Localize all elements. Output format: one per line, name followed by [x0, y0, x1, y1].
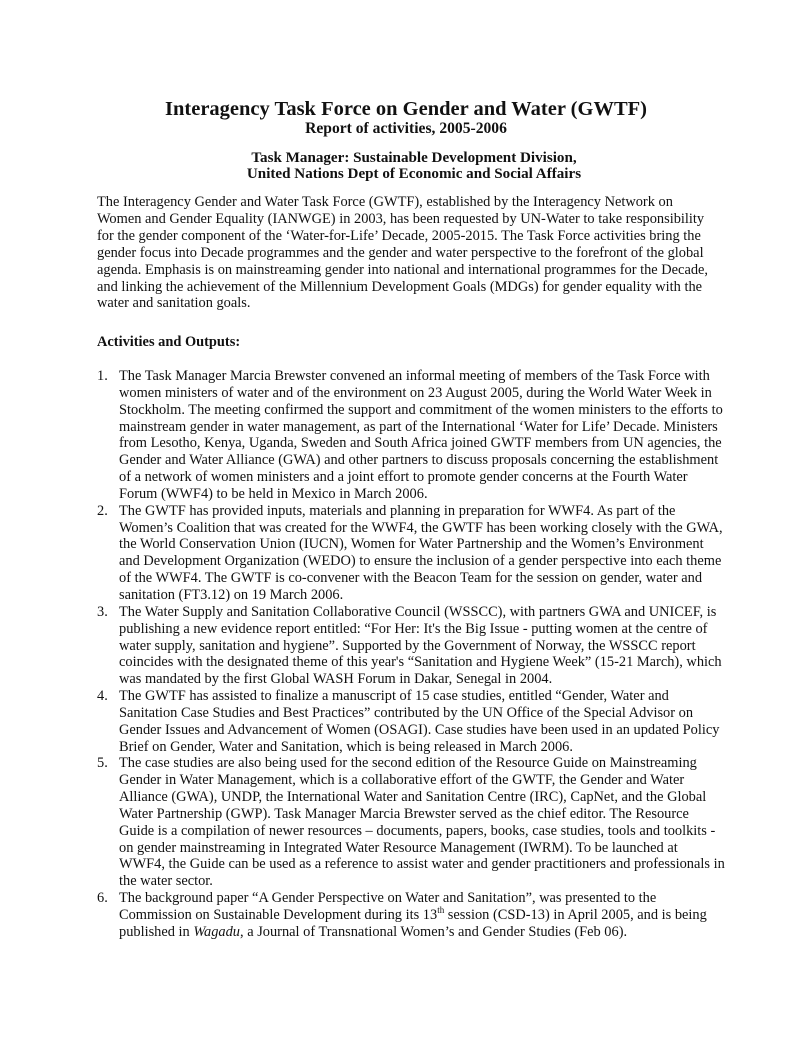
list-item-number: 5.: [97, 755, 108, 772]
list-item-number: 4.: [97, 688, 108, 705]
list-item-number: 3.: [97, 603, 108, 620]
journal-title: Wagadu: [193, 923, 241, 940]
list-item-text-part-3: , a Journal of Transnational Women’s and Gender Studies (Feb 06).: [240, 923, 628, 940]
superscript-ordinal: th: [437, 905, 445, 916]
list-item-text-part-2: session (CSD-13) in April 2005, and is being published in: [119, 907, 707, 940]
list-item: [97, 503, 725, 604]
section-heading: Activities and Outputs:: [97, 334, 241, 350]
list-item-text: The Task Manager Marcia Brewster convened an informal meeting of members of the Task Force with women ministers of water and of the environment on 23 August 2005, during the World Water Week in Stockholm. The meeting confirmed the support and commitment of the women ministers to the efforts to mainstream gender in water management, as part of the International ‘Water for Life’ Decade. Ministers from Lesotho, Kenya, Uganda, Sweden and South Africa joined GWTF members from UN agencies, the Gender and Water Alliance (GWA) and other partners to discuss proposals concerning the establishment of a network of women ministers and a joint effort to promote gender concerns at the Fourth Water Forum (WWF4) to be held in Mexico in March 2006.: [119, 368, 723, 502]
intro-paragraph: The Interagency Gender and Water Task Force (GWTF), established by the Interagency Network on Women and Gender Equality (IANWGE) in 2003, has been requested by UN-Water to take responsibility for the gender component of the ‘Water-for-Life’ Decade, 2005-2015. The Task Force activities bring the gender focus into Decade programmes and the gender and water perspective to the forefront of the global agenda. Emphasis is on mainstreaming gender into national and international programmes for the Decade, and linking the achievement of the Millennium Development Goals (MDGs) for gender equality with the water and sanitation goals.: [97, 194, 709, 312]
task-manager-line-2: United Nations Dept of Economic and Social Affairs: [246, 166, 582, 182]
task-manager-line-1: Task Manager: Sustainable Development Division,: [251, 150, 577, 166]
list-item-text: The case studies are also being used for the second edition of the Resource Guide on Mainstreaming Gender in Water Management, which is a collaborative effort of the GWTF, the Gender and Water Alliance (GWA), UNDP, the International Water and Sanitation Centre (IRC), CapNet, and the Global Water Partnership (GWP). Task Manager Marcia Brewster served as the chief editor. The Resource Guide is a compilation of newer resources – documents, papers, books, case studies, tools and toolkits - on gender mainstreaming in Integrated Water Resource Management (IWRM). To be launched at WWF4, the Guide can be used as a reference to assist water and gender practitioners and professionals in the water sector.: [119, 755, 725, 890]
document-subtitle: Report of activities, 2005-2006: [305, 120, 507, 137]
list-item-number: 1.: [97, 368, 108, 384]
list-item: [97, 755, 725, 890]
list-item: [97, 368, 725, 503]
list-item-text: The GWTF has assisted to finalize a manuscript of 15 case studies, entitled “Gender, Water and Sanitation Case Studies and Best Practices” contributed by the UN Office of the Special Advisor on Gender Issues and Advancement of Women (OSAGI). Case studies have been used in an updated Policy Brief on Gender, Water and Sanitation, which is being released in March 2006.: [119, 688, 720, 755]
document-title: Interagency Task Force on Gender and Water (GWTF): [165, 98, 647, 120]
activities-list: [97, 368, 725, 941]
list-item-text-part-1: The background paper “A Gender Perspective on Water and Sanitation”, was presented to the Commission on Sustainable Development during its 13: [119, 890, 657, 923]
list-item-text: The GWTF has provided inputs, materials and planning in preparation for WWF4. As part of the Women’s Coalition that was created for the WWF4, the GWTF has been working closely with the GWA, the World Conservation Union (IUCN), Women for Water Partnership and the Women’s Environment and Development Organization (WEDO) to ensure the inclusion of a gender perspective into each theme of the WWF4. The GWTF is co-convener with the Beacon Team for the session on gender, water and sanitation (FT3.12) on 19 March 2006.: [119, 502, 723, 603]
list-item: [97, 604, 725, 688]
list-item-text: The Water Supply and Sanitation Collaborative Council (WSSCC), with partners GWA and UNICEF, is publishing a new evidence report entitled: “For Her: It's the Big Issue - putting women at the centre of water supply, sanitation and hygiene”. Supported by the Government of Norway, the WSSCC report coincides with the designated theme of this year's “Sanitation and Hygiene Week” (15-21 March), which was mandated by the first Global WASH Forum in Dakar, Senegal in 2004.: [119, 603, 722, 688]
list-item: [97, 890, 725, 941]
list-item: [97, 688, 725, 755]
list-item-number: 2.: [97, 502, 108, 519]
list-item-number: 6.: [97, 890, 108, 907]
